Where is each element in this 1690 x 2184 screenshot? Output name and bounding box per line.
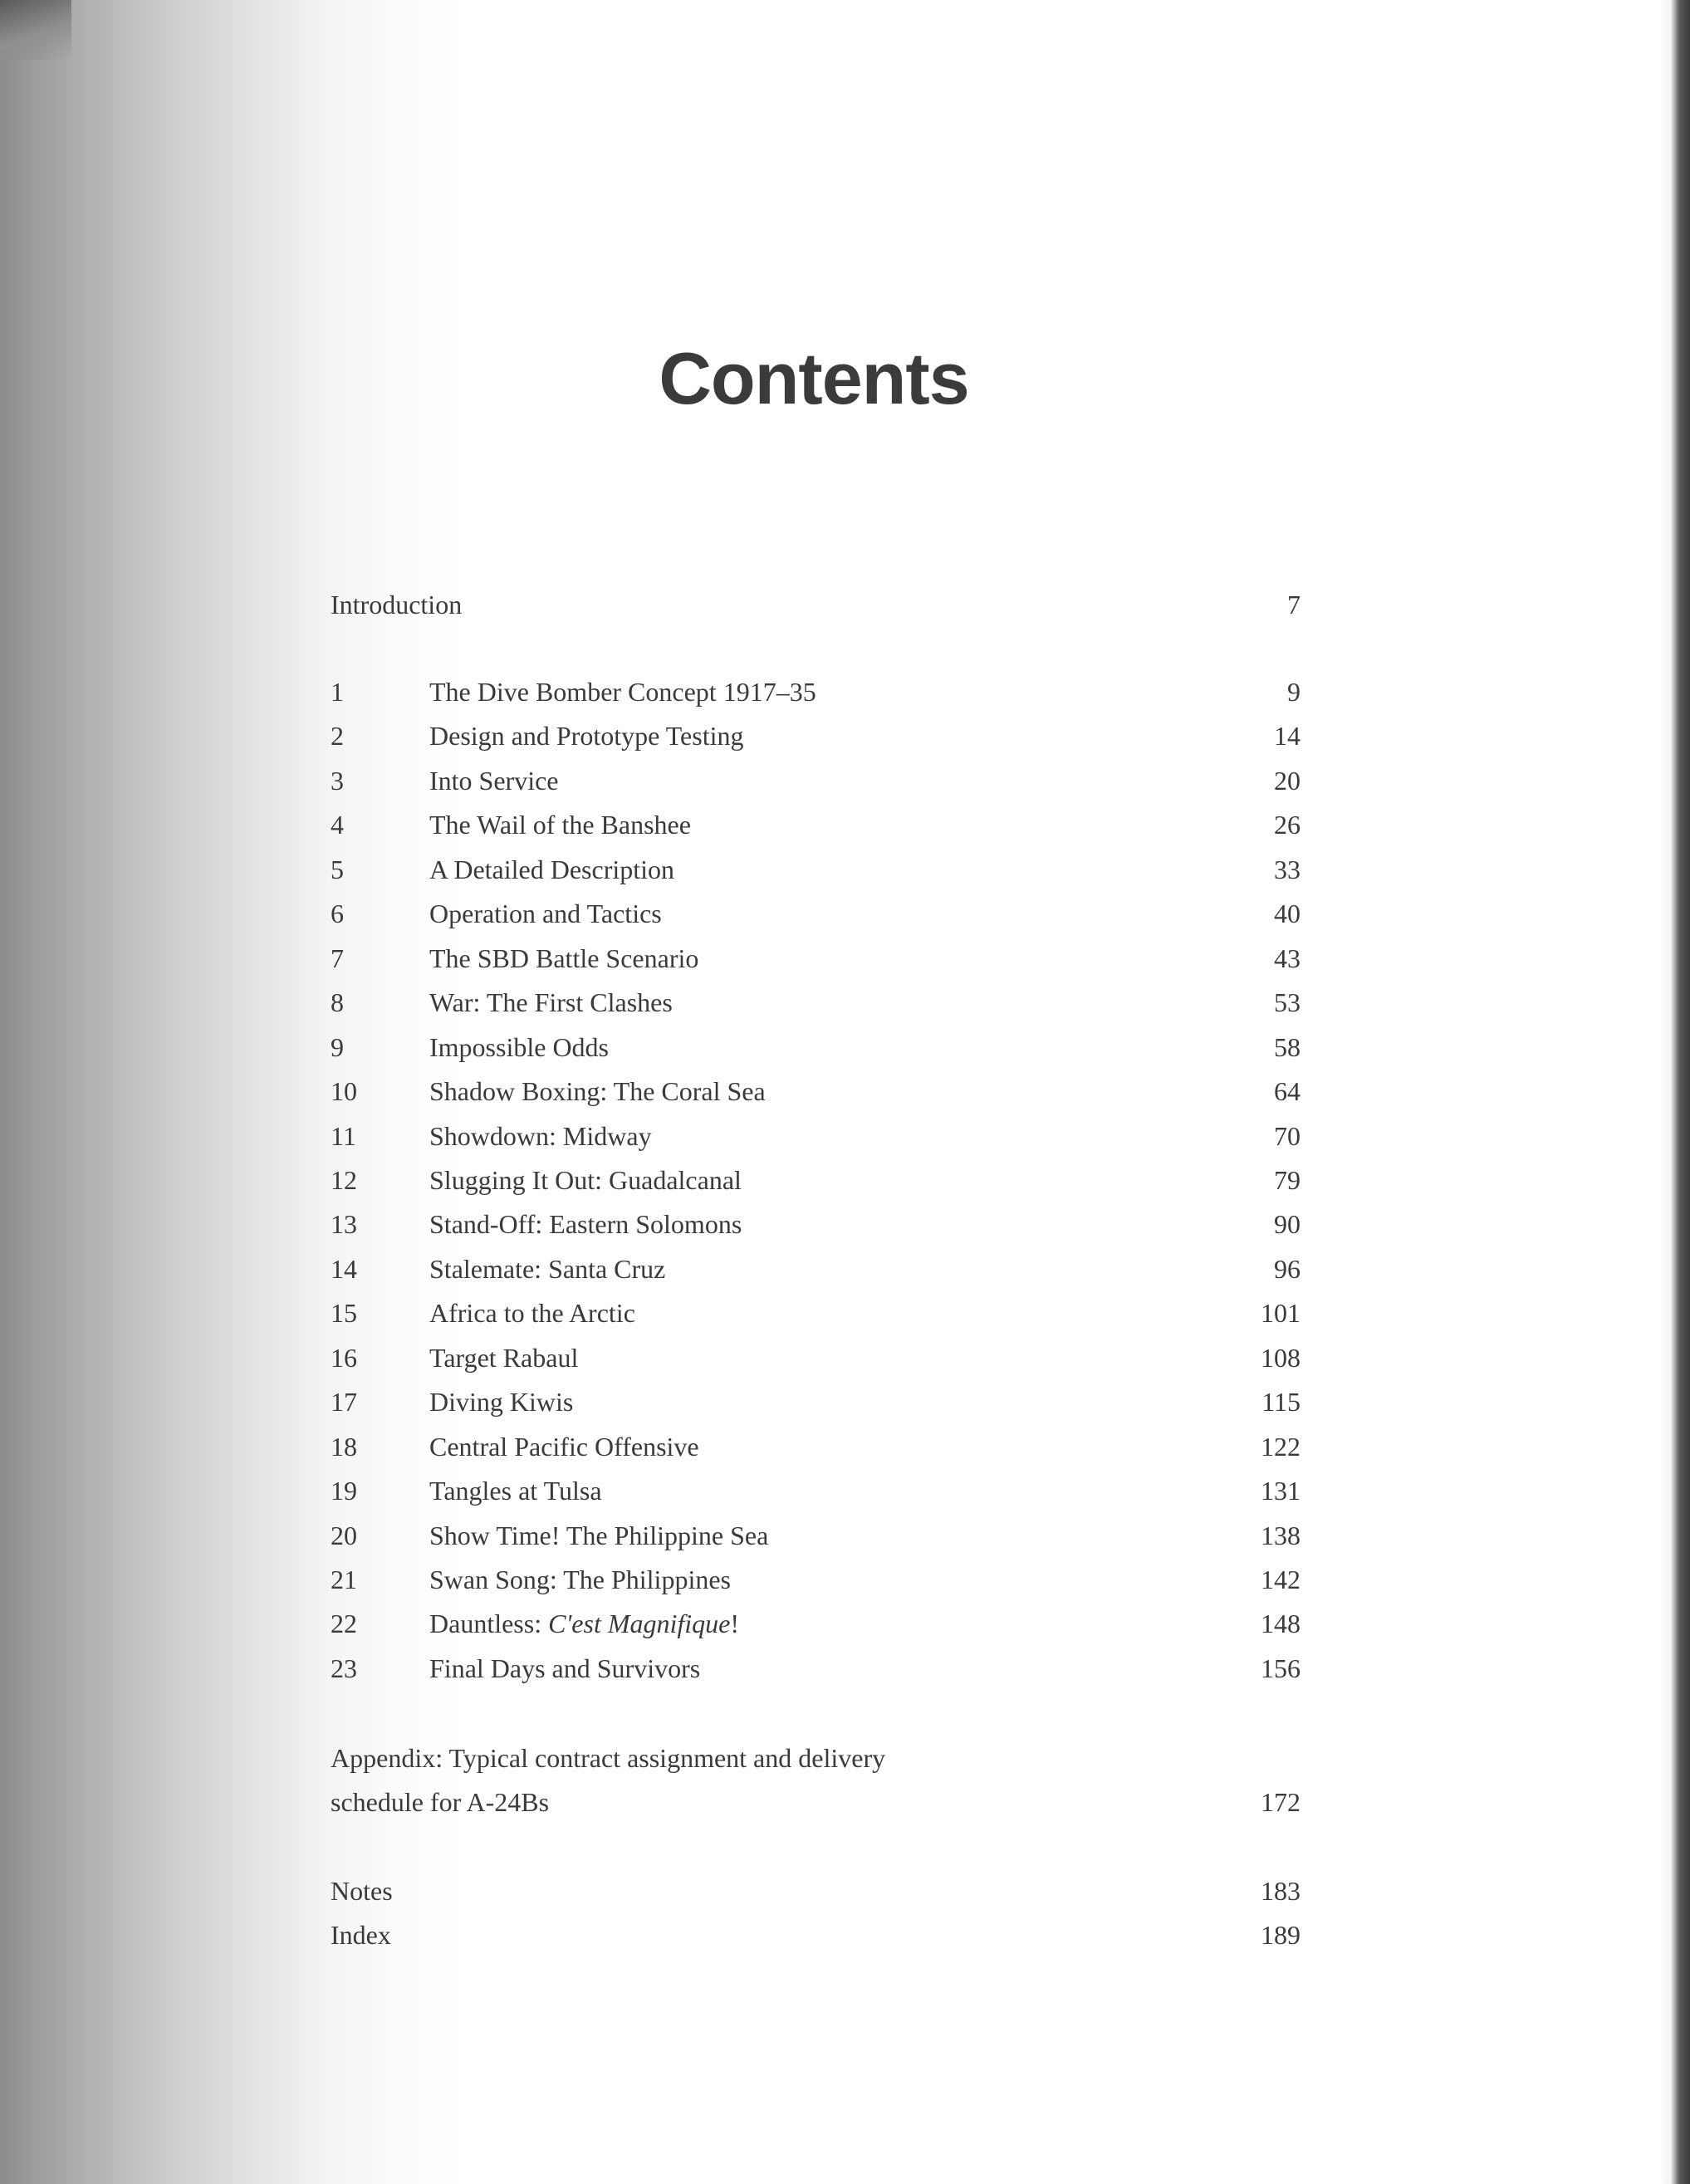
chapter-title — [429, 1158, 742, 1202]
entry-page-number: 53 — [1274, 987, 1301, 1017]
chapter-title — [429, 1069, 766, 1114]
toc-entry-appendix-line1 — [331, 1736, 1301, 1780]
toc-entry-chapter — [331, 669, 1301, 714]
chapter-title-text: Slugging It Out: Guadalcanal — [429, 1165, 742, 1195]
toc-entry-chapter — [331, 847, 1301, 892]
chapter-title — [429, 1646, 700, 1691]
chapter-number: 13 — [331, 1209, 357, 1239]
entry-page-number: 14 — [1274, 721, 1301, 751]
chapter-title — [429, 936, 698, 981]
toc-entry-chapter — [331, 1114, 1301, 1158]
chapter-title — [429, 1025, 609, 1070]
chapter-title — [429, 1424, 699, 1469]
chapter-number: 1 — [331, 677, 344, 707]
entry-label: Appendix: Typical contract assignment and delivery — [331, 1743, 886, 1773]
chapter-title — [429, 1114, 652, 1158]
chapter-title-text: War: The First Clashes — [429, 987, 673, 1017]
chapter-title-text: Show Time! The Philippine Sea — [429, 1520, 769, 1550]
chapter-title-text: Swan Song: The Philippines — [429, 1565, 731, 1594]
chapter-number: 6 — [331, 899, 344, 928]
toc-entry-chapter — [331, 1025, 1301, 1070]
entry-page-number: 7 — [1287, 590, 1301, 619]
toc-entry-chapter — [331, 1290, 1301, 1335]
toc-entry-introduction — [331, 582, 1301, 627]
chapter-number: 20 — [331, 1520, 357, 1550]
chapter-title-text: The Wail of the Banshee — [429, 810, 691, 840]
chapter-number: 2 — [331, 721, 344, 751]
entry-page-number: 9 — [1287, 677, 1301, 707]
toc-entry-chapter — [331, 713, 1301, 758]
chapter-title — [429, 802, 691, 847]
toc-entry-chapter — [331, 1601, 1301, 1646]
toc-entry-chapter — [331, 936, 1301, 981]
chapter-title — [429, 891, 662, 936]
entry-page-number: 122 — [1261, 1432, 1301, 1462]
chapter-title-tail: ! — [730, 1609, 740, 1638]
chapter-title — [429, 1601, 739, 1646]
chapter-title-text: A Detailed Description — [429, 855, 675, 884]
chapter-title — [429, 1246, 665, 1291]
entry-page-number: 70 — [1274, 1121, 1301, 1151]
entry-page-number: 183 — [1261, 1876, 1301, 1906]
toc-entry-chapter — [331, 758, 1301, 803]
toc-entry-chapter — [331, 802, 1301, 847]
chapter-title — [429, 1468, 602, 1513]
entry-page-number: 20 — [1274, 766, 1301, 796]
chapter-title — [429, 758, 559, 803]
entry-label: schedule for A-24Bs — [331, 1787, 550, 1817]
chapter-title — [429, 713, 743, 758]
chapter-title — [429, 1202, 742, 1246]
chapter-number: 10 — [331, 1076, 357, 1106]
chapter-title-text: The SBD Battle Scenario — [429, 943, 699, 973]
entry-page-number: 115 — [1261, 1387, 1301, 1417]
toc-entry-appendix-line2 — [331, 1780, 1301, 1824]
chapter-title-italic: C'est Magnifique — [548, 1609, 731, 1638]
entry-page-number: 172 — [1261, 1787, 1301, 1817]
entry-page-number: 79 — [1274, 1165, 1301, 1195]
chapter-number: 14 — [331, 1254, 357, 1284]
toc-entry-chapter — [331, 1158, 1301, 1202]
chapter-number: 15 — [331, 1298, 357, 1328]
chapter-title — [429, 1557, 731, 1602]
entry-label: Notes — [331, 1876, 393, 1906]
toc-entry-notes — [331, 1868, 1301, 1913]
chapter-title-text: Into Service — [429, 766, 559, 796]
chapter-title — [429, 1513, 768, 1558]
chapter-title-text: Operation and Tactics — [429, 899, 662, 928]
entry-page-number: 90 — [1274, 1209, 1301, 1239]
chapter-number: 22 — [331, 1609, 357, 1638]
toc-entry-chapter — [331, 1202, 1301, 1246]
chapter-title-text: Central Pacific Offensive — [429, 1432, 699, 1462]
toc-entry-chapter — [331, 1424, 1301, 1469]
chapter-number: 17 — [331, 1387, 357, 1417]
toc-entry-chapter — [331, 1246, 1301, 1291]
chapter-number: 9 — [331, 1032, 344, 1062]
entry-page-number: 26 — [1274, 810, 1301, 840]
toc-entry-chapter — [331, 1379, 1301, 1424]
entry-page-number: 108 — [1261, 1343, 1301, 1373]
chapter-number: 7 — [331, 943, 344, 973]
chapter-number: 5 — [331, 855, 344, 884]
toc-entry-chapter — [331, 1468, 1301, 1513]
entry-page-number: 64 — [1274, 1076, 1301, 1106]
entry-page-number: 156 — [1261, 1653, 1301, 1683]
toc-entry-chapter — [331, 1513, 1301, 1558]
chapter-number: 4 — [331, 810, 344, 840]
entry-page-number: 96 — [1274, 1254, 1301, 1284]
page-title: Contents — [659, 337, 969, 419]
toc-entry-chapter — [331, 891, 1301, 936]
chapter-title — [429, 1335, 578, 1380]
toc-entry-chapter — [331, 1069, 1301, 1114]
chapter-number: 12 — [331, 1165, 357, 1195]
chapter-title — [429, 980, 673, 1025]
entry-page-number: 101 — [1261, 1298, 1301, 1328]
chapter-title — [429, 1379, 573, 1424]
toc-entry-index — [331, 1912, 1301, 1957]
entry-page-number: 189 — [1261, 1920, 1301, 1950]
chapter-number: 19 — [331, 1476, 357, 1506]
chapter-title-text: Tangles at Tulsa — [429, 1476, 602, 1506]
chapter-title-text: Final Days and Survivors — [429, 1653, 701, 1683]
chapter-title-text: Stand-Off: Eastern Solomons — [429, 1209, 742, 1239]
entry-page-number: 131 — [1261, 1476, 1301, 1506]
entry-page-number: 40 — [1274, 899, 1301, 928]
chapter-title-text: Stalemate: Santa Cruz — [429, 1254, 666, 1284]
chapter-number: 21 — [331, 1565, 357, 1594]
entry-page-number: 148 — [1261, 1609, 1301, 1638]
chapter-number: 18 — [331, 1432, 357, 1462]
entry-page-number: 142 — [1261, 1565, 1301, 1594]
toc-entry-chapter — [331, 1646, 1301, 1691]
toc-entry-chapter — [331, 1557, 1301, 1602]
chapter-title — [429, 847, 674, 892]
chapter-number: 8 — [331, 987, 344, 1017]
chapter-number: 3 — [331, 766, 344, 796]
toc-entry-chapter — [331, 980, 1301, 1025]
chapter-title — [429, 1290, 635, 1335]
chapter-title-text: Africa to the Arctic — [429, 1298, 635, 1328]
chapter-title-text: Impossible Odds — [429, 1032, 609, 1062]
chapter-title-text: Showdown: Midway — [429, 1121, 652, 1151]
chapter-number: 11 — [331, 1121, 356, 1151]
entry-label: Introduction — [331, 590, 463, 619]
chapter-title-text: Target Rabaul — [429, 1343, 579, 1373]
chapter-number: 16 — [331, 1343, 357, 1373]
chapter-title-text: Dauntless: — [429, 1609, 549, 1638]
chapter-number: 23 — [331, 1653, 357, 1683]
chapter-title-text: Diving Kiwis — [429, 1387, 574, 1417]
entry-page-number: 43 — [1274, 943, 1301, 973]
entry-page-number: 138 — [1261, 1520, 1301, 1550]
toc-entry-chapter — [331, 1335, 1301, 1380]
chapter-title-text: Shadow Boxing: The Coral Sea — [429, 1076, 766, 1106]
entry-page-number: 33 — [1274, 855, 1301, 884]
entry-page-number: 58 — [1274, 1032, 1301, 1062]
entry-label: Index — [331, 1920, 391, 1950]
chapter-title-text: Design and Prototype Testing — [429, 721, 744, 751]
chapter-title — [429, 669, 816, 714]
chapter-title-text: The Dive Bomber Concept 1917–35 — [429, 677, 816, 707]
